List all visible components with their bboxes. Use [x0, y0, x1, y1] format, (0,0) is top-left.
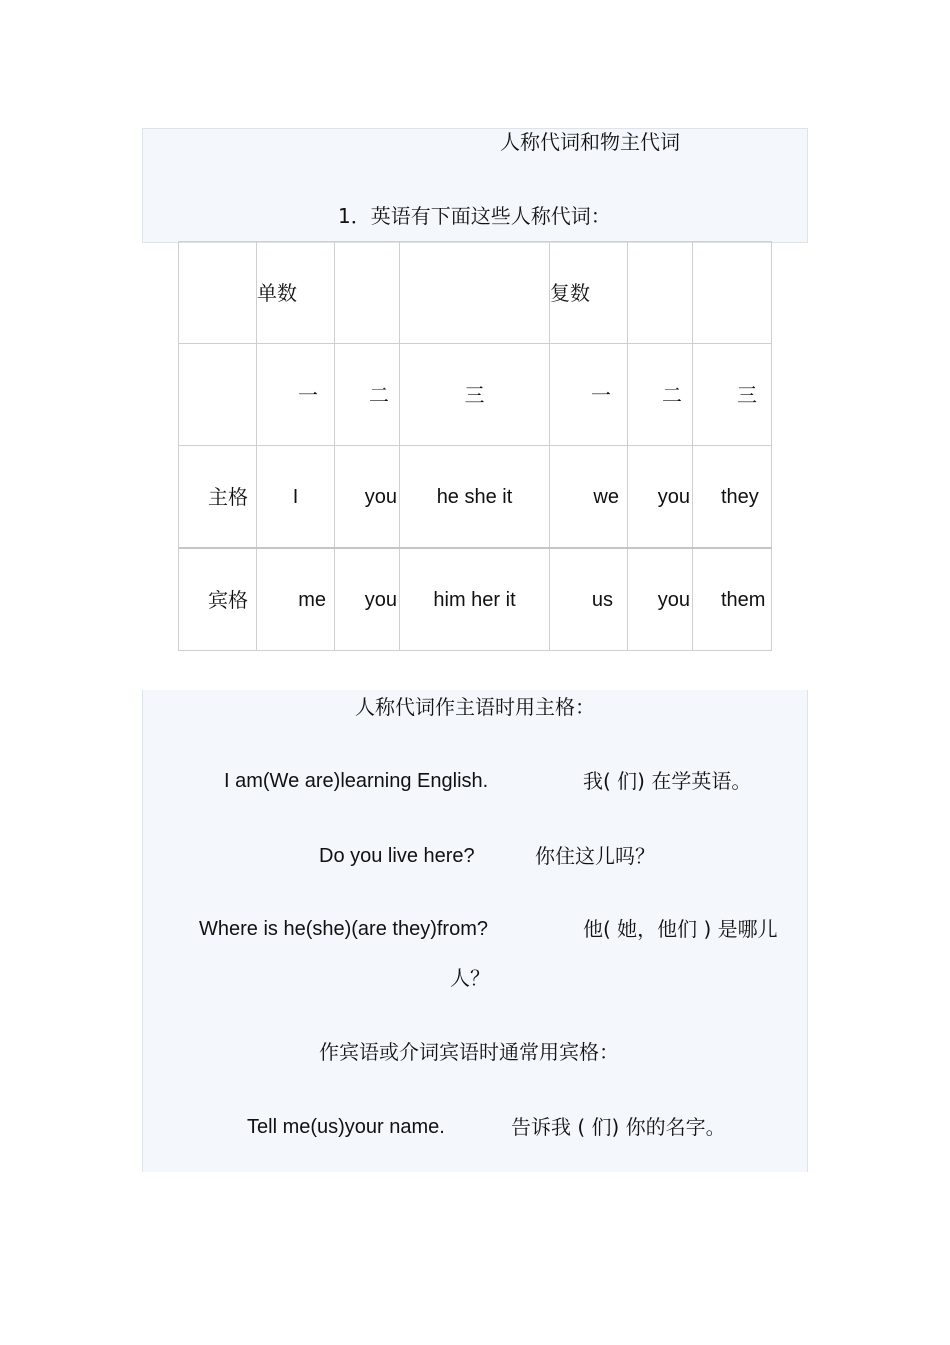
example-en: Where is he(she)(are they)from?: [199, 918, 488, 940]
table-cell: [628, 242, 693, 344]
example-zh: 我( 们) 在学英语。: [583, 769, 752, 793]
case-label: 宾格: [179, 548, 257, 651]
person-cell: 二: [628, 344, 693, 446]
pronoun-cell: I: [257, 446, 335, 549]
section-heading: 1．英语有下面这些人称代词：: [338, 204, 611, 228]
pronoun-cell: you: [628, 446, 693, 549]
person-cell: 一: [257, 344, 335, 446]
pronoun-cell: you: [335, 548, 400, 651]
pronoun-cell: you: [335, 446, 400, 549]
pronoun-cell: him her it: [400, 548, 550, 651]
pronoun-cell: we: [550, 446, 628, 549]
table-row: [179, 344, 772, 446]
table-row: [179, 446, 772, 549]
pronoun-cell: he she it: [400, 446, 550, 549]
person-cell: 三: [400, 344, 550, 446]
pronoun-cell: you: [628, 548, 693, 651]
pronoun-cell: they: [693, 446, 772, 549]
person-cell: 一: [550, 344, 628, 446]
pronoun-cell: us: [550, 548, 628, 651]
table-cell: [179, 242, 257, 344]
page-title: 人称代词和物主代词: [500, 130, 680, 154]
plural-header: 复数: [550, 242, 628, 344]
table-row: [179, 242, 772, 344]
example-zh: 你住这儿吗？: [535, 844, 655, 868]
example-zh-continued: 人？: [450, 966, 490, 990]
example-en: I am(We are)learning English.: [224, 770, 489, 792]
table-cell: [179, 344, 257, 446]
example-zh: 他( 她，他们 ) 是哪儿: [583, 917, 778, 941]
singular-header: 单数: [257, 242, 335, 344]
pronoun-table: [178, 241, 772, 651]
subject-rule: 人称代词作主语时用主格：: [355, 695, 595, 719]
person-cell: 二: [335, 344, 400, 446]
table-row: [179, 548, 772, 651]
example-en: Tell me(us)your name.: [247, 1116, 445, 1138]
table-cell: [400, 242, 550, 344]
example-en: Do you live here?: [319, 845, 475, 867]
table-cell: [693, 242, 772, 344]
pronoun-cell: me: [257, 548, 335, 651]
pronoun-cell: them: [693, 548, 772, 651]
object-rule: 作宾语或介词宾语时通常用宾格：: [319, 1040, 619, 1064]
example-zh: 告诉我 ( 们) 你的名字。: [511, 1115, 726, 1139]
table-cell: [335, 242, 400, 344]
person-cell: 三: [693, 344, 772, 446]
case-label: 主格: [179, 446, 257, 549]
